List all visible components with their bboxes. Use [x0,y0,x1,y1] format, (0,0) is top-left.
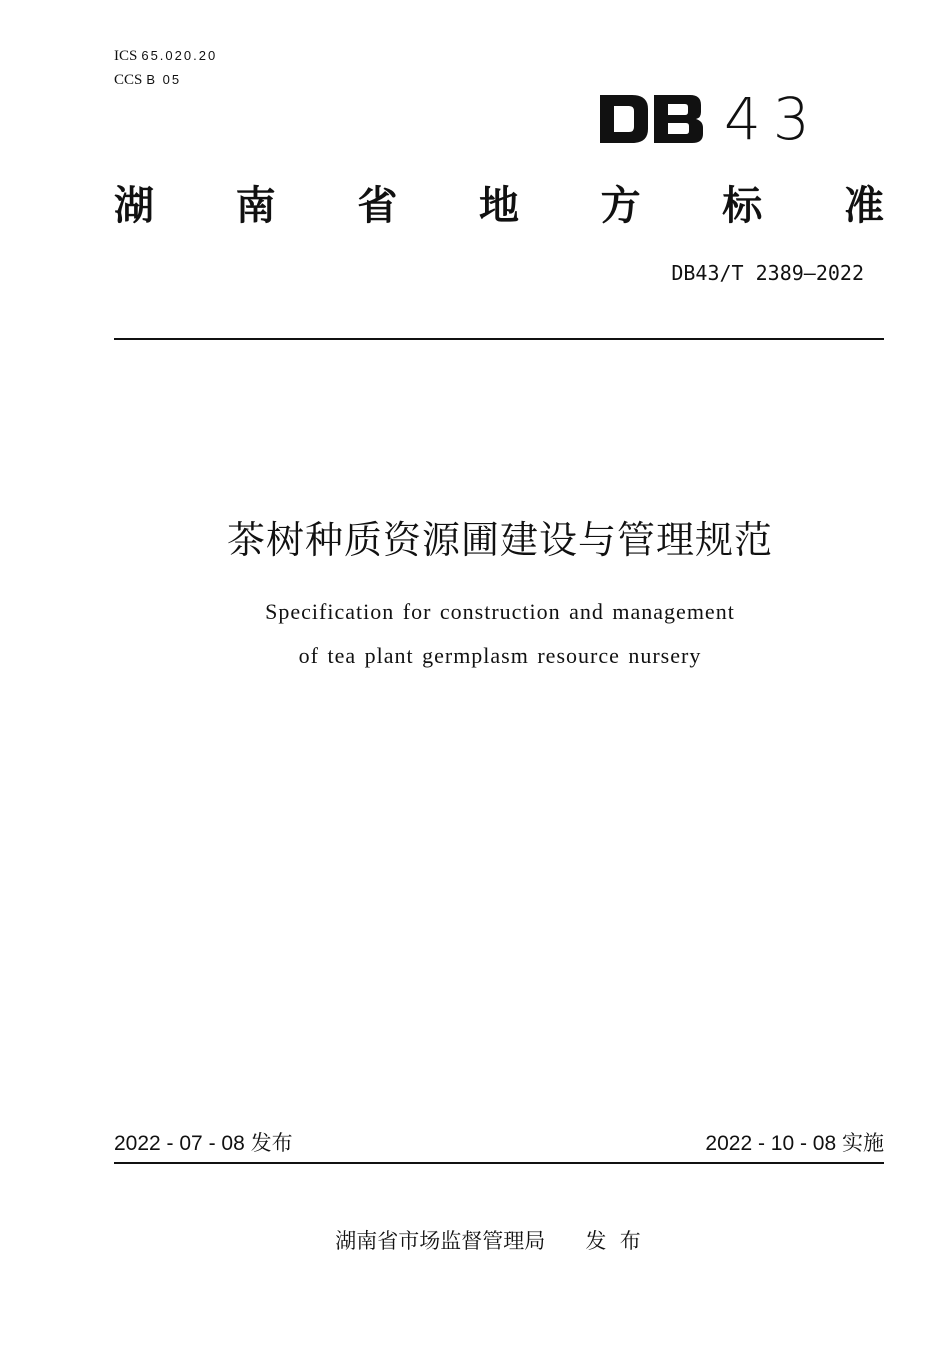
standard-number: DB43/T 2389—2022 [671,261,864,285]
ccs-label: CCS [114,72,143,88]
issue-date: 2022 - 07 - 08 发布 [114,1132,293,1155]
footer-divider [114,1162,884,1164]
header-divider [114,338,884,340]
title-english-line1: Specification for construction and management [265,599,735,624]
standard-type-char: 方 [600,183,641,229]
title-english-line2: of tea plant germplasm resource nursery [298,643,702,668]
implementation-date: 2022 - 10 - 08 实施 [705,1132,884,1155]
ics-value: 65.020.20 [141,48,218,63]
region-code: 43 [724,85,822,153]
issuing-authority: 湖南省市场监督管理局 发 布 [335,1229,641,1253]
title-chinese: 茶树种质资源圃建设与管理规范 [226,518,773,562]
standard-type-char: 湖 [114,183,154,229]
db-logo-b [654,95,703,143]
standard-type-char: 标 [722,183,763,229]
db-logo [600,95,703,143]
ccs-code [114,70,181,89]
standard-type-char: 南 [235,183,276,229]
ccs-value: B 05 [146,72,182,87]
ics-code [114,46,217,65]
standard-type-char: 准 [843,183,884,229]
standard-type-char: 地 [478,183,519,229]
standard-type [114,178,884,234]
ics-label: ICS [114,48,138,64]
standard-type-char: 省 [357,183,398,229]
db-logo-d [600,95,648,143]
